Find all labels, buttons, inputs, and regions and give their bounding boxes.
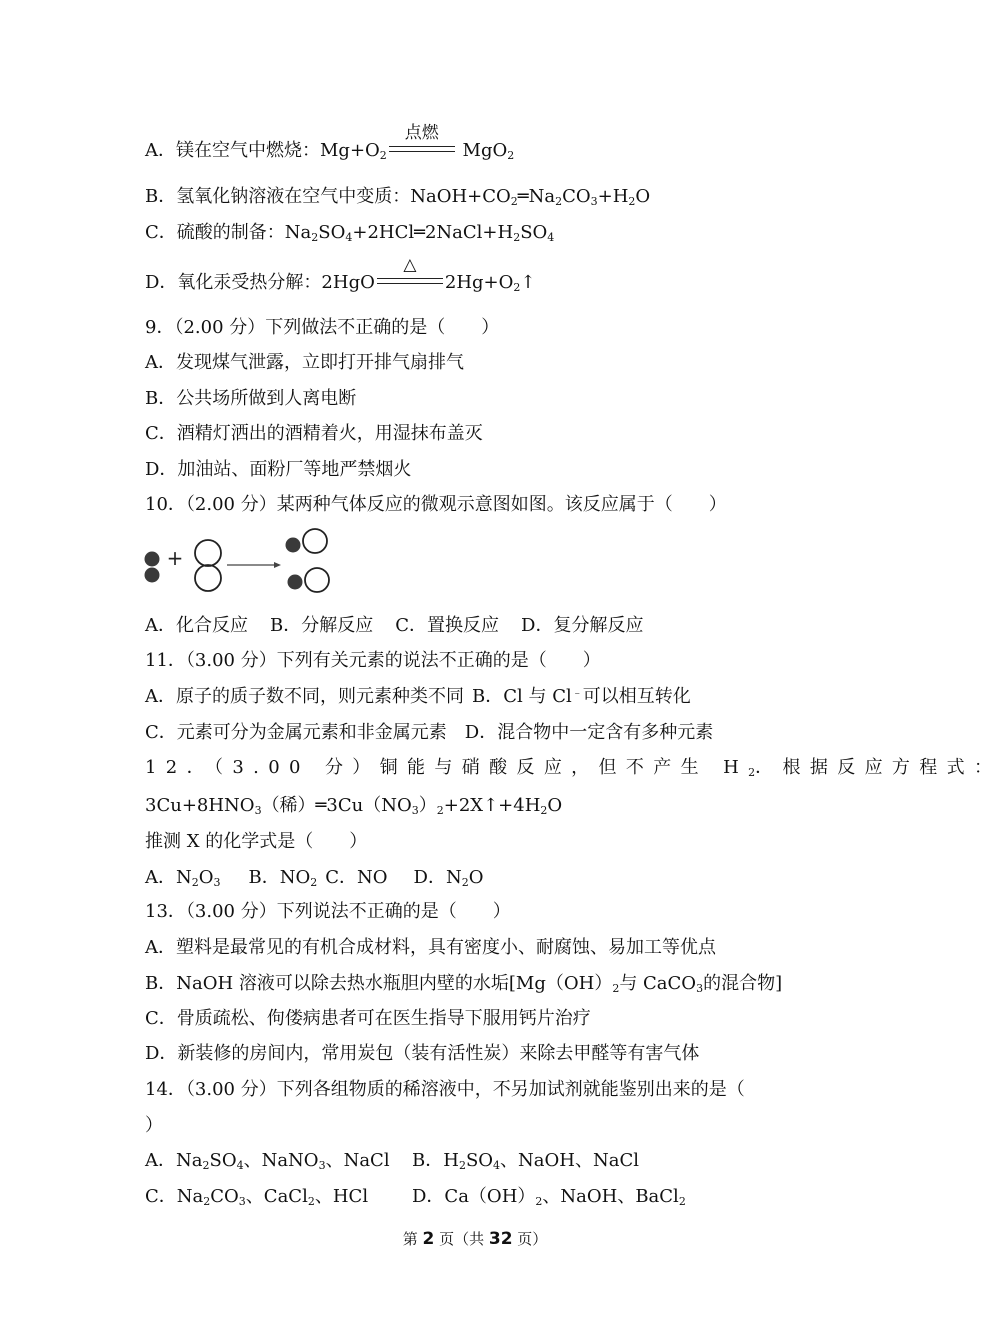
q14-stem-end: ） bbox=[145, 1115, 163, 1136]
reaction-condition-heat: △ bbox=[377, 268, 443, 292]
q13-stem: 13．（3.00 分）下列说法不正确的是（ ） bbox=[145, 901, 511, 922]
q14-option-d: D．$Ca(OH)_2$、NaOH、BaCl$_2$ bbox=[412, 1186, 686, 1208]
q14-stem: 14．（3.00 分）下列各组物质的稀溶液中，不另加试剂就能鉴别出来的是（ bbox=[145, 1079, 745, 1100]
q10-option-a: A．化合反应 bbox=[145, 615, 248, 636]
product2-white-atom bbox=[305, 568, 329, 592]
q10-option-c: C．置换反应 bbox=[395, 615, 500, 636]
q12-option-d: D．$N_2O$ bbox=[413, 867, 484, 889]
q12-option-c: C．NO bbox=[325, 867, 388, 888]
q11-option-d: D．混合物中一定含有多种元素 bbox=[464, 722, 714, 743]
q14-option-a: A．$Na_2SO_4$、NaNO$_3$、NaCl bbox=[145, 1150, 390, 1172]
q10-options bbox=[145, 613, 643, 639]
q13-option-c: C．骨质疏松、佝偻病患者可在医生指导下服用钙片治疗 bbox=[145, 1008, 591, 1029]
plus-sign: + bbox=[166, 546, 184, 570]
q11-stem: 11．（3.00 分）下列有关元素的说法不正确的是（ ） bbox=[145, 650, 601, 671]
q11-options-cd bbox=[145, 720, 713, 746]
q12-option-a: A．$N_2O_3$ bbox=[145, 867, 221, 889]
atom-black-bottom bbox=[145, 568, 160, 583]
q13-option-d: D．新装修的房间内，常用炭包（装有活性炭）来除去甲醛等有害气体 bbox=[145, 1043, 700, 1064]
q9-option-b: B．公共场所做到人离电断 bbox=[145, 388, 357, 409]
product2-black-atom bbox=[288, 575, 303, 590]
q11-option-a: A．原子的质子数不同，则元素种类不同 bbox=[145, 686, 464, 707]
q11-options-ab bbox=[145, 684, 691, 710]
page-footer: 第 2 页（共 32 页） bbox=[402, 1229, 548, 1249]
q9-option-a: A．发现煤气泄露，立即打开排气扇排气 bbox=[145, 352, 464, 373]
q14-option-c: C．$Na_2CO_3$、CaCl$_2$、HCl bbox=[145, 1186, 369, 1208]
q10-stem: 10．（2.00 分）某两种气体反应的微观示意图如图。该反应属于（ ） bbox=[145, 494, 727, 515]
reaction-micro-diagram bbox=[140, 528, 340, 600]
q9-stem: 9．（2.00 分）下列做法不正确的是（ ） bbox=[145, 317, 500, 338]
q8-option-c: C．硫酸的制备：$Na_2SO_4+2HCl═2NaCl+H_2SO_4$ bbox=[145, 222, 555, 244]
arrow-head-icon bbox=[274, 562, 281, 568]
q10-option-b: B．分解反应 bbox=[270, 615, 374, 636]
q10-option-d: D．复分解反应 bbox=[521, 615, 644, 636]
product1-white-atom bbox=[303, 529, 327, 553]
reaction-condition-ignite: 点燃 bbox=[389, 136, 455, 160]
q8-option-a: A．镁在空气中燃烧：$Mg+O_2$ 点燃 MgO$_2$ bbox=[145, 123, 515, 162]
current-page-number: 2 bbox=[422, 1229, 435, 1249]
product1-black-atom bbox=[286, 538, 301, 553]
q12-equation: $3Cu+8HNO_3$（稀）$═3Cu(NO_3)_2+2X↑+4H_2O$ bbox=[145, 795, 563, 817]
q11-option-b: B．Cl 与 Cl﹣可以相互转化 bbox=[472, 686, 691, 707]
q8-option-d: D．氧化汞受热分解：2HgO △ $2Hg+O_2↑$ bbox=[145, 255, 536, 294]
q12-question: 推测 X 的化学式是（ ） bbox=[145, 831, 368, 852]
atom-white-top bbox=[195, 540, 221, 566]
atom-black-top bbox=[145, 552, 160, 567]
q14-option-b: B．$H_2SO_4$、NaOH、NaCl bbox=[412, 1150, 639, 1172]
q13-option-a: A．塑料是最常见的有机合成材料，具有密度小、耐腐蚀、易加工等优点 bbox=[145, 937, 716, 958]
atom-white-bottom bbox=[195, 565, 221, 591]
q11-option-c: C．元素可分为金属元素和非金属元素 bbox=[145, 722, 447, 743]
q12-options bbox=[145, 865, 483, 891]
total-page-count: 32 bbox=[488, 1229, 513, 1249]
q8-option-b: B．氢氧化钠溶液在空气中变质：$NaOH+CO_2═Na_2CO_3+H_2O$ bbox=[145, 186, 651, 208]
q12-stem: 12．（3.00 分）铜能与硝酸反应，但不产生 $H_2$．根据反应方程式： bbox=[145, 757, 1001, 779]
q12-option-b: B．$NO_2$ bbox=[248, 867, 318, 889]
q9-option-d: D．加油站、面粉厂等地严禁烟火 bbox=[145, 459, 412, 480]
q13-option-b: B．NaOH 溶液可以除去热水瓶胆内壁的水垢[$Mg(OH)_2$与 CaCO$_3$的混合物] bbox=[145, 973, 783, 995]
q9-option-c: C．酒精灯洒出的酒精着火，用湿抹布盖灭 bbox=[145, 423, 483, 444]
